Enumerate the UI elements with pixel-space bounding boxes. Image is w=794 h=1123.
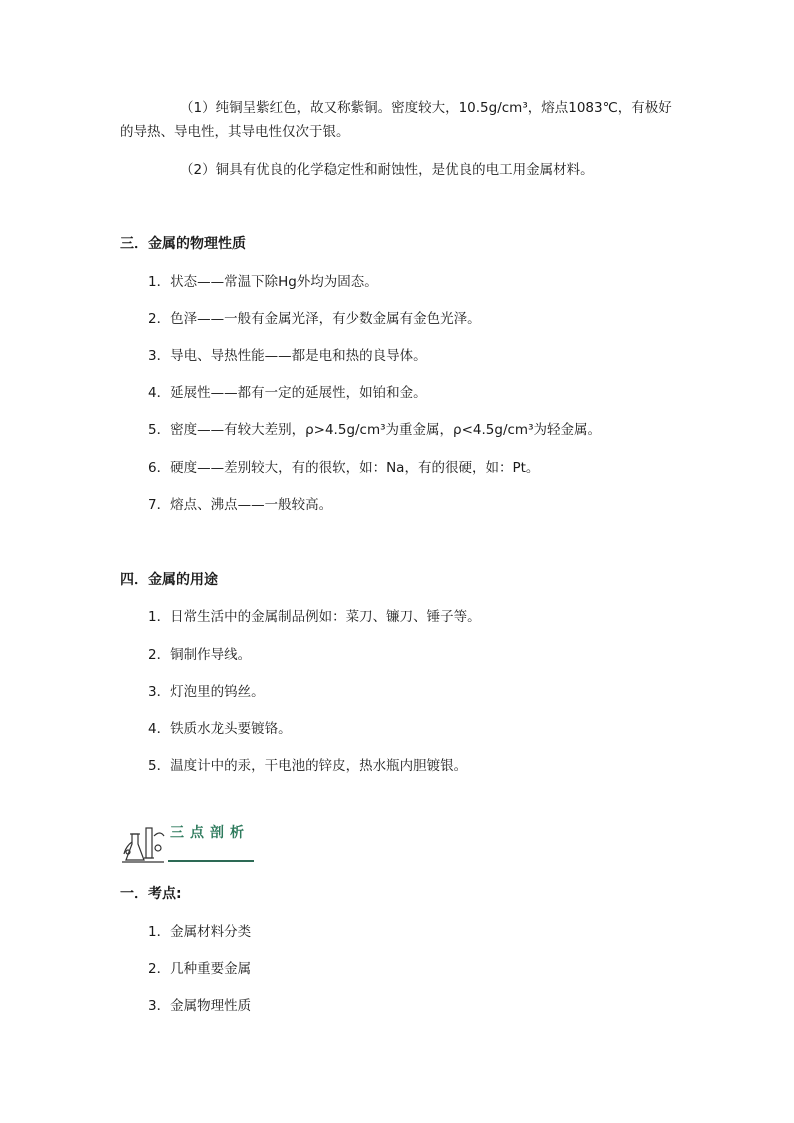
lab-glassware-icon — [118, 822, 170, 868]
section-heading-physical-properties: 三．金属的物理性质 — [120, 236, 246, 252]
list-item: 3．灯泡里的钨丝。 — [148, 684, 265, 700]
list-item: 5．密度——有较大差别，ρ>4.5g/cm³为重金属，ρ<4.5g/cm³为轻金属。 — [148, 422, 601, 438]
list-item: 2．铜制作导线。 — [148, 647, 252, 663]
copy-paragraph-1-line-2: 的导热、导电性，其导电性仅次于银。 — [120, 124, 350, 140]
list-item: 7．熔点、沸点——一般较高。 — [148, 497, 333, 513]
list-item: 5．温度计中的汞，干电池的锌皮，热水瓶内胆镀银。 — [148, 758, 468, 774]
copy-paragraph-1-line-1: （1）纯铜呈紫红色，故又称紫铜。密度较大，10.5g/cm³，熔点1083℃，有极好 — [180, 100, 672, 116]
list-item: 2．几种重要金属 — [148, 961, 252, 977]
list-item: 1．金属材料分类 — [148, 924, 252, 940]
banner-underline — [168, 860, 254, 862]
list-item: 1．日常生活中的金属制品例如：菜刀、镰刀、锤子等。 — [148, 609, 481, 625]
list-item: 6．硬度——差别较大，有的很软，如：Na，有的很硬，如：Pt。 — [148, 460, 540, 476]
list-item: 4．延展性——都有一定的延展性，如铂和金。 — [148, 385, 427, 401]
list-item: 1．状态——常温下除Hg外均为固态。 — [148, 274, 378, 290]
section-heading-uses: 四．金属的用途 — [120, 572, 218, 588]
copy-paragraph-2: （2）铜具有优良的化学稳定性和耐蚀性，是优良的电工用金属材料。 — [180, 162, 594, 178]
list-item: 3．导电、导热性能——都是电和热的良导体。 — [148, 348, 427, 364]
list-item: 3．金属物理性质 — [148, 998, 252, 1014]
section-heading-exam-points: 一．考点: — [120, 886, 182, 902]
list-item: 4．铁质水龙头要镀铬。 — [148, 721, 292, 737]
list-item: 2．色泽——一般有金属光泽，有少数金属有金色光泽。 — [148, 311, 481, 327]
banner-title: 三点剖析 — [170, 825, 250, 841]
